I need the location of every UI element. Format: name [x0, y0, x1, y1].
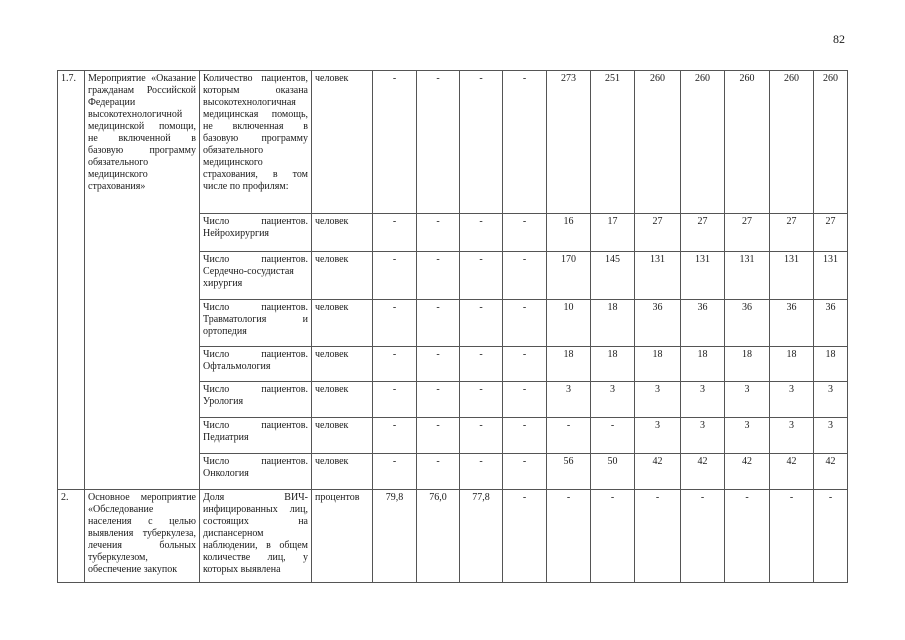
value-cell: 3: [814, 382, 848, 418]
value-cell: 131: [635, 252, 681, 300]
value-cell: 50: [591, 454, 635, 490]
table-row-2: [58, 490, 848, 583]
table-row-1-7: [58, 71, 848, 214]
value-cell: -: [373, 382, 417, 418]
value-cell: -: [417, 418, 460, 454]
indicator-cell: Число пациентов. Онкология: [200, 454, 312, 490]
value-cell: -: [681, 490, 725, 583]
value-cell: 260: [725, 71, 770, 214]
value-cell: -: [814, 490, 848, 583]
unit-cell: человек: [312, 71, 373, 214]
unit-cell: человек: [312, 252, 373, 300]
value-cell: 260: [635, 71, 681, 214]
value-cell: 131: [681, 252, 725, 300]
row-number-cell: 1.7.: [58, 71, 85, 490]
value-cell: 56: [547, 454, 591, 490]
value-cell: 36: [770, 300, 814, 347]
value-cell: 18: [547, 347, 591, 382]
value-cell: -: [460, 252, 503, 300]
indicator-cell: Число пациентов. Сердечно-сосудистая хирургия: [200, 252, 312, 300]
indicator-cell: Количество пациентов, которым оказана высокотехнологичная медицинская помощь, не включенная в базовую программу обязательного медицинского страхования, в том числе по профилям:: [200, 71, 312, 214]
indicator-cell: Доля ВИЧ-инфицированных лиц, состоящих на диспансерном наблюдении, в общем количестве лиц, у которых выявлена: [200, 490, 312, 583]
value-cell: 42: [814, 454, 848, 490]
value-cell: -: [503, 71, 547, 214]
value-cell: -: [503, 347, 547, 382]
value-cell: 3: [725, 382, 770, 418]
unit-cell: человек: [312, 347, 373, 382]
value-cell: 17: [591, 214, 635, 252]
value-cell: 131: [814, 252, 848, 300]
value-cell: -: [503, 214, 547, 252]
value-cell: 27: [725, 214, 770, 252]
value-cell: -: [373, 252, 417, 300]
value-cell: -: [460, 454, 503, 490]
value-cell: 79,8: [373, 490, 417, 583]
value-cell: -: [635, 490, 681, 583]
value-cell: 42: [681, 454, 725, 490]
unit-cell: процентов: [312, 490, 373, 583]
value-cell: 131: [725, 252, 770, 300]
value-cell: 260: [770, 71, 814, 214]
value-cell: -: [770, 490, 814, 583]
value-cell: -: [417, 300, 460, 347]
value-cell: 18: [681, 347, 725, 382]
unit-cell: человек: [312, 214, 373, 252]
value-cell: 3: [547, 382, 591, 418]
value-cell: 18: [635, 347, 681, 382]
value-cell: 27: [814, 214, 848, 252]
value-cell: 42: [635, 454, 681, 490]
value-cell: -: [417, 454, 460, 490]
value-cell: -: [417, 347, 460, 382]
value-cell: -: [417, 252, 460, 300]
value-cell: 251: [591, 71, 635, 214]
value-cell: 27: [681, 214, 725, 252]
value-cell: 260: [681, 71, 725, 214]
value-cell: -: [591, 418, 635, 454]
row-number-cell: 2.: [58, 490, 85, 583]
value-cell: 3: [635, 382, 681, 418]
value-cell: 3: [770, 418, 814, 454]
value-cell: -: [417, 214, 460, 252]
value-cell: -: [547, 490, 591, 583]
value-cell: 42: [725, 454, 770, 490]
value-cell: -: [503, 454, 547, 490]
value-cell: 3: [814, 418, 848, 454]
event-cell: Мероприятие «Оказание гражданам Российской Федерации высокотехнологичной медицинской помощи, не включенной в базовую программу обязательного медицинского страхования»: [85, 71, 200, 490]
unit-cell: человек: [312, 418, 373, 454]
program-indicators-table: [57, 70, 848, 583]
indicator-cell: Число пациентов. Травматология и ортопедия: [200, 300, 312, 347]
value-cell: -: [417, 382, 460, 418]
value-cell: -: [373, 71, 417, 214]
value-cell: -: [503, 382, 547, 418]
value-cell: -: [503, 300, 547, 347]
value-cell: -: [460, 382, 503, 418]
value-cell: -: [373, 214, 417, 252]
value-cell: 273: [547, 71, 591, 214]
value-cell: 18: [725, 347, 770, 382]
value-cell: -: [725, 490, 770, 583]
value-cell: 3: [681, 418, 725, 454]
value-cell: 27: [635, 214, 681, 252]
unit-cell: человек: [312, 454, 373, 490]
value-cell: 18: [591, 347, 635, 382]
indicator-cell: Число пациентов. Урология: [200, 382, 312, 418]
value-cell: -: [503, 490, 547, 583]
value-cell: 170: [547, 252, 591, 300]
value-cell: -: [547, 418, 591, 454]
value-cell: 16: [547, 214, 591, 252]
unit-cell: человек: [312, 300, 373, 347]
value-cell: -: [373, 454, 417, 490]
value-cell: 3: [635, 418, 681, 454]
value-cell: 3: [591, 382, 635, 418]
value-cell: 36: [725, 300, 770, 347]
event-cell: Основное мероприятие «Обследование населения с целью выявления туберкулеза, лечения больных туберкулезом, обеспечение закупок: [85, 490, 200, 583]
value-cell: -: [591, 490, 635, 583]
indicator-cell: Число пациентов. Педиатрия: [200, 418, 312, 454]
value-cell: 18: [770, 347, 814, 382]
value-cell: 10: [547, 300, 591, 347]
indicator-cell: Число пациентов. Нейрохирургия: [200, 214, 312, 252]
value-cell: 36: [635, 300, 681, 347]
unit-cell: человек: [312, 382, 373, 418]
value-cell: -: [373, 418, 417, 454]
value-cell: -: [373, 300, 417, 347]
value-cell: 260: [814, 71, 848, 214]
value-cell: -: [460, 214, 503, 252]
value-cell: 77,8: [460, 490, 503, 583]
value-cell: 27: [770, 214, 814, 252]
value-cell: 36: [681, 300, 725, 347]
value-cell: 36: [814, 300, 848, 347]
value-cell: 18: [591, 300, 635, 347]
value-cell: -: [460, 347, 503, 382]
value-cell: 145: [591, 252, 635, 300]
value-cell: -: [417, 71, 460, 214]
value-cell: 3: [681, 382, 725, 418]
value-cell: -: [460, 300, 503, 347]
value-cell: -: [373, 347, 417, 382]
value-cell: 3: [770, 382, 814, 418]
indicator-cell: Число пациентов. Офтальмология: [200, 347, 312, 382]
page-number: 82: [833, 32, 845, 46]
value-cell: 131: [770, 252, 814, 300]
value-cell: 18: [814, 347, 848, 382]
value-cell: -: [503, 418, 547, 454]
value-cell: 76,0: [417, 490, 460, 583]
value-cell: -: [460, 71, 503, 214]
value-cell: -: [503, 252, 547, 300]
value-cell: -: [460, 418, 503, 454]
value-cell: 42: [770, 454, 814, 490]
value-cell: 3: [725, 418, 770, 454]
